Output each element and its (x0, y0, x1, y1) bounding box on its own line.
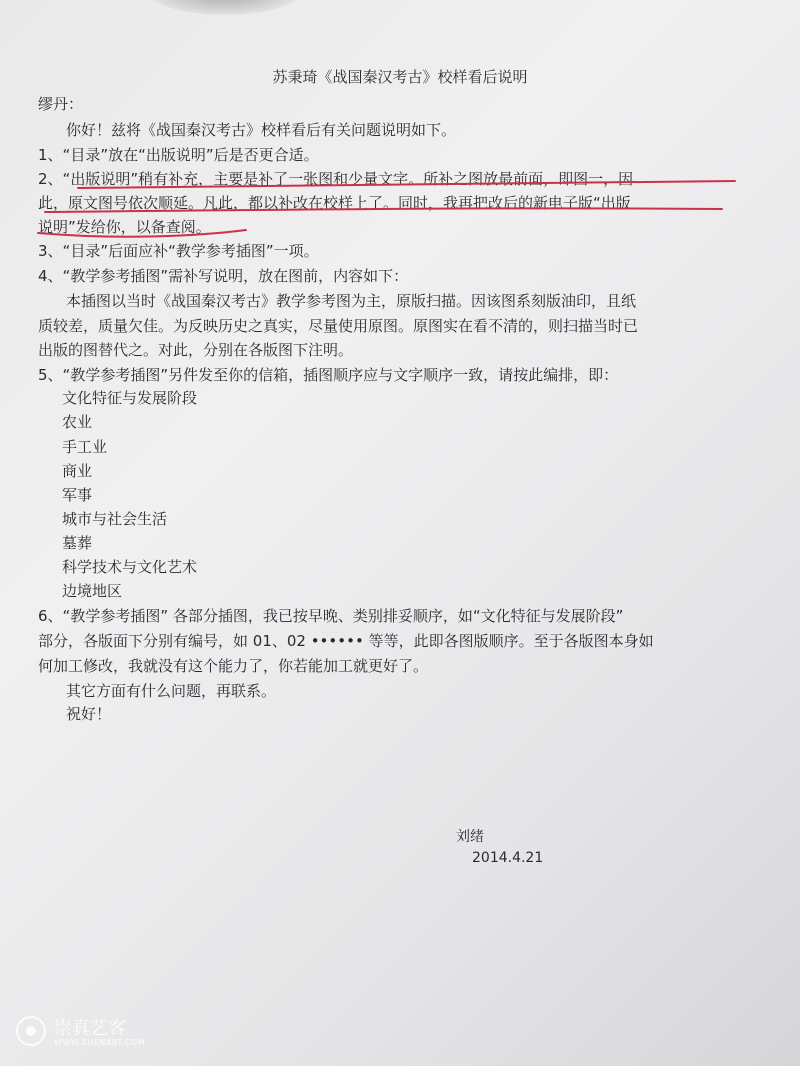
list-item: 边境地区 (62, 582, 123, 600)
document-title: 苏秉琦《战国秦汉考古》校样看后说明 (272, 68, 528, 86)
item-4-paragraph-line-2: 质较差，质量欠佳。为反映历史之真实，尽量使用原图。原图实在看不清的，则扫描当时已 (38, 317, 639, 335)
item-4-paragraph-line-1: 本插图以当时《战国秦汉考古》教学参考图为主，原版扫描。因该图系刻版油印，且纸 (66, 292, 637, 310)
signature-name: 刘绪 (456, 829, 484, 845)
list-item: 手工业 (62, 438, 108, 456)
list-item: 科学技术与文化艺术 (62, 558, 198, 576)
watermark-url: WWW.ZHENART.COM (54, 1038, 146, 1047)
item-6-line-3: 何加工修改，我就没有这个能力了，你若能加工就更好了。 (38, 657, 429, 675)
list-item: 商业 (62, 462, 93, 480)
logo-icon (16, 1016, 46, 1046)
item-6-line-1: 6、“教学参考插图” 各部分插图，我已按早晚、类别排妥顺序，如“文化特征与发展阶段” (38, 607, 624, 625)
greeting: 你好！兹将《战国秦汉考古》校样看后有关问题说明如下。 (66, 121, 457, 139)
item-2-line-2: 此，原文图号依次顺延。凡此，都以补改在校样上了。同时，我再把改后的新电子版“出版 (38, 194, 631, 212)
closing-line: 其它方面有什么问题，再联系。 (66, 682, 277, 700)
closing-wish: 祝好！ (66, 705, 112, 723)
pen-underline-1 (78, 181, 735, 188)
item-4: 4、“教学参考插图”需补写说明，放在图前，内容如下： (38, 267, 409, 285)
pen-underline-3 (38, 230, 246, 237)
salutation: 缪丹： (38, 95, 84, 113)
signature-date: 2014.4.21 (472, 850, 544, 866)
watermark (16, 1014, 156, 1054)
item-5: 5、“教学参考插图”另件发至你的信箱，插图顺序应与文字顺序一致，请按此编排，即： (38, 366, 619, 384)
item-2-line-3: 说明”发给你，以备查阅。 (38, 218, 211, 236)
item-1: 1、“目录”放在“出版说明”后是否更合适。 (38, 146, 319, 164)
list-item: 农业 (62, 413, 93, 431)
item-6-line-2: 部分，各版面下分别有编号，如 01、02 •••••• 等等，此即各图版顺序。至于各版图本身如 (38, 632, 654, 650)
list-item: 军事 (62, 486, 93, 504)
list-item: 文化特征与发展阶段 (62, 389, 198, 407)
item-4-paragraph-line-3: 出版的图替代之。对此，分别在各版图下注明。 (38, 341, 354, 359)
item-2-line-1: 2、“出版说明”稍有补充，主要是补了一张图和少量文字。所补之图放最前面，即图一，因 (38, 170, 634, 188)
watermark-text: 崇真艺客 (54, 1018, 126, 1039)
pen-underline-2 (45, 208, 722, 212)
list-item: 墓葬 (62, 534, 93, 552)
item-3: 3、“目录”后面应补“教学参考插图”一项。 (38, 242, 319, 260)
list-item: 城市与社会生活 (62, 510, 168, 528)
